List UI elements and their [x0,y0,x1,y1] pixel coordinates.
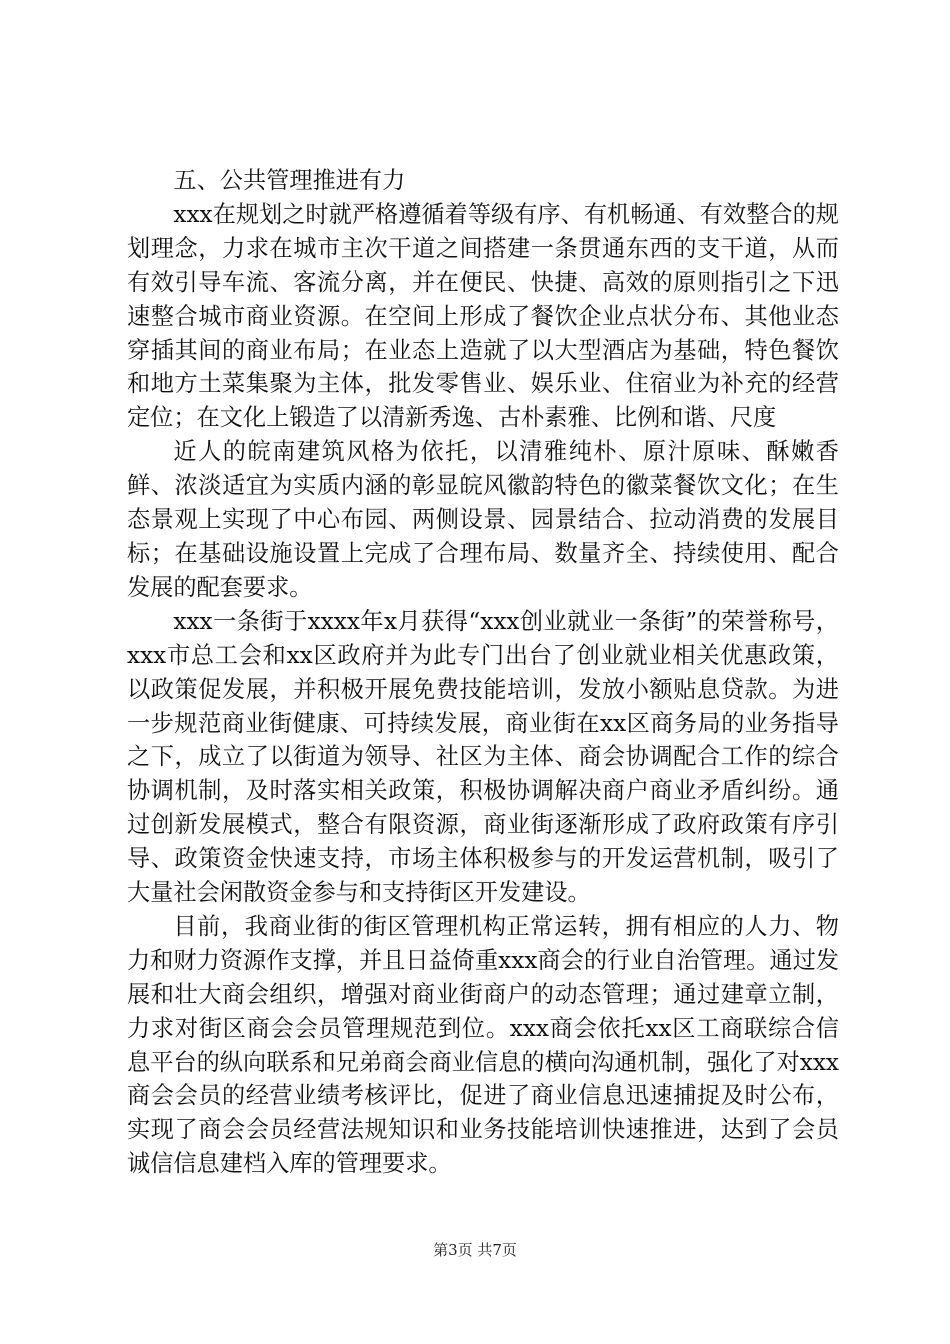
paragraph: 目前，我商业街的街区管理机构正常运转，拥有相应的人力、物力和财力资源作支撑，并且日益倚重xxx商会的行业自治管理。通过发展和壮大商会组织，增强对商业街商户的动态管理；通过建章立制，力求对街区商会会员管理规范到位。xxx商会依托xx区工商联综合信息平台的纵向联系和兄弟商会商业信息的横向沟通机制，强化了对xxx商会会员的经营业绩考核评比，促进了商业信息迅速捕捉及时公布，实现了商会会员经营法规知识和业务技能培训快速推进，达到了会员诚信信息建档入库的管理要求。 [127,912,839,1178]
section-heading: 五、公共管理推进有力 [173,167,406,194]
document-body [127,164,839,1181]
page-number: 第3页 共7页 [433,1241,517,1259]
paragraph: 近人的皖南建筑风格为依托，以清雅纯朴、原汁原味、酥嫩香鲜、浓淡适宜为实质内涵的彰显皖风徽韵特色的徽菜餐饮文化；在生态景观上实现了中心布园、两侧设景、园景结合、拉动消费的发展目标；在基础设施设置上完成了合理布局、数量齐全、持续使用、配合发展的配套要求。 [127,438,839,601]
paragraph: xxx在规划之时就严格遵循着等级有序、有机畅通、有效整合的规划理念，力求在城市主次干道之间搭建一条贯通东西的支干道，从而有效引导车流、客流分离，并在便民、快捷、高效的原则指引之下迅速整合城市商业资源。在空间上形成了餐饮企业点状分布、其他业态穿插其间的商业布局；在业态上造就了以大型酒店为基础，特色餐饮和地方土菜集聚为主体，批发零售业、娱乐业、住宿业为补充的经营定位；在文化上锻造了以清新秀逸、古朴素雅、比例和谐、尺度 [127,200,839,432]
page-footer [0,1240,950,1260]
paragraph: xxx一条街于xxxx年x月获得“xxx创业就业一条街”的荣誉称号，xxx市总工会和xx区政府并为此专门出台了创业就业相关优惠政策，以政策促发展，并积极开展免费技能培训，发放小额贴息贷款。为进一步规范商业街健康、可持续发展，商业街在xx区商务局的业务指导之下，成立了以街道为领导、社区为主体、商会协调配合工作的综合协调机制，及时落实相关政策，积极协调解决商户商业矛盾纠纷。通过创新发展模式，整合有限资源，商业街逐渐形成了政府政策有序引导、政策资金快速支持，市场主体积极参与的开发运营机制，吸引了大量社会闲散资金参与和支持街区开发建设。 [127,607,839,907]
